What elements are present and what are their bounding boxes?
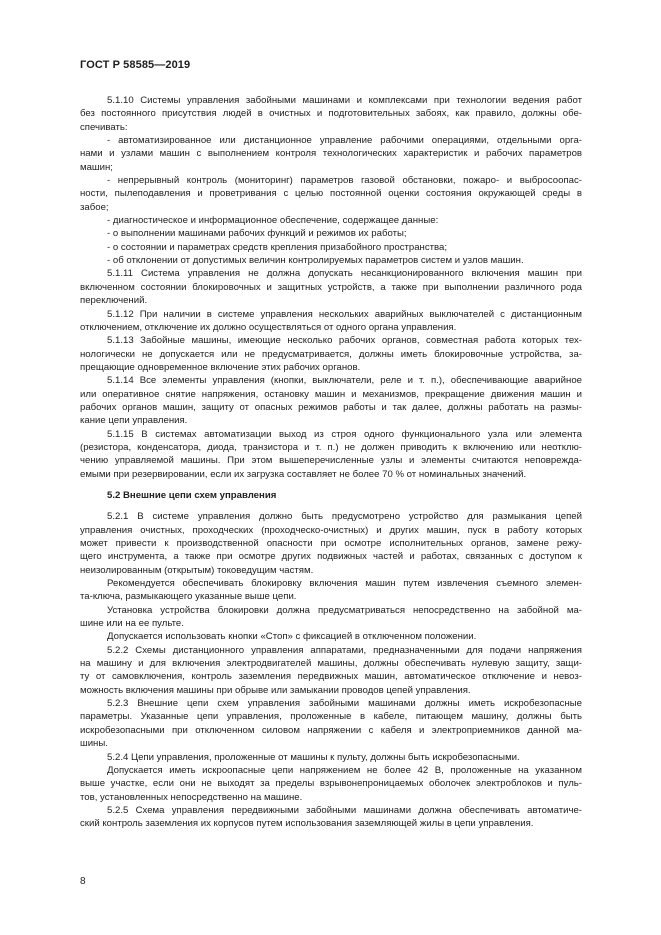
section-heading: 5.2 Внешние цепи схем управления — [107, 489, 277, 501]
text-line: 5.2.2 Схемы дистанционного управления аппаратами, предназначенными для подачи напряжения — [107, 644, 582, 656]
text-line: выше участке, если они не выходят за пределы взрывонепроницаемых оболочек электроблоков и пуль- — [80, 778, 582, 790]
text-line: спечивать: — [80, 121, 128, 133]
text-line: - диагностическое и информационное обеспечение, содержащее данные: — [107, 215, 439, 227]
text-line: рабочих органов машин, защиту от опасных режимов работы и так далее, должны работать на размы- — [80, 401, 582, 413]
text-line: шины. — [80, 738, 108, 750]
text-line: Допускается использовать кнопки «Стоп» с фиксацией в отключенном положении. — [107, 631, 477, 643]
text-line: - непрерывный контроль (мониторинг) параметров газовой обстановки, пожаро- и выбросоопас- — [107, 175, 582, 187]
text-line: ности, пылеподавления и проветривания с целью постоянной оценки состояния окружающей среды в — [80, 188, 582, 200]
text-line: ский контроль заземления их корпусов путем использования заземляющей жилы в цепи управления. — [80, 818, 534, 830]
document-body — [80, 94, 582, 831]
text-line: 5.1.11 Система управления не должна допускать несанкционированного включения машин при — [107, 268, 582, 280]
text-line: можность включения машины при обрыве или замыкании проводов цепей управления. — [80, 684, 471, 696]
text-line: 5.1.15 В системах автоматизации выход из строя одного функционального узла или элемента — [107, 428, 582, 440]
text-line: включенном состоянии блокировочных и защитных устройств, а также при выполнении различного рода — [80, 281, 582, 293]
text-line: кание цепи управления. — [80, 415, 188, 427]
section-gap — [80, 481, 582, 489]
text-line: нологически не допускается или не предусматривается, должны иметь блокировочные устройства, за- — [80, 348, 582, 360]
text-line: 5.1.12 При наличии в системе управления нескольких аварийных выключателей с дистанционным — [107, 308, 582, 320]
text-line: - о состоянии и параметрах средств крепления призабойного пространства; — [107, 241, 448, 253]
text-line: (резистора, конденсатора, диода, транзистора и т. п.) не должен приводить к включению или неотклю- — [80, 441, 582, 453]
section-gap — [80, 502, 582, 510]
text-line: на машину и для включения электродвигателей машины, должны обеспечивать нулевую защиту, защи- — [80, 658, 582, 670]
text-line: отключением, отключение их должно осуществляться от одного органа управления. — [80, 321, 457, 333]
text-line: может привести к производственной опасности при осмотре исполнительных органов, замене режу- — [80, 538, 582, 549]
document-header: ГОСТ Р 58585—2019 — [80, 59, 191, 71]
text-line: или оперативное снятие напряжения, остановку машин и механизмов, прекращение движения машин и — [80, 388, 582, 400]
text-line: переключений. — [80, 295, 148, 307]
text-line: 5.2.4 Цепи управления, проложенные от машины к пульту, должны быть искробезопасными. — [107, 751, 520, 763]
text-line: тов, установленных непосредственно на машине. — [80, 791, 303, 803]
text-line: чению управляемой машины. При этом вышеперечисленные узлы и элементы считаются неповрежда- — [80, 455, 582, 467]
text-line: шине или на ее пульте. — [80, 618, 184, 630]
text-line: щего инструмента, а также при осмотре других подвижных частей и работах, связанных с доступом к — [80, 551, 582, 563]
text-line: 5.2.5 Схема управления передвижными забойными машинами должна обеспечивать автоматиче- — [107, 804, 582, 816]
page-number: 8 — [80, 876, 86, 887]
text-line: нами и узлами машин с выполнением контроля технологических характеристик и рабочих параметров — [80, 148, 582, 160]
text-line: забое; — [80, 201, 109, 213]
text-line: Рекомендуется обеспечивать блокировку включения машин путем извлечения съемного элемен- — [107, 578, 582, 590]
text-line: Допускается иметь искроопасные цепи напряжением не более 42 В, проложенные на указанном — [107, 764, 582, 776]
text-line: - автоматизированное или дистанционное управление рабочими операциями, отдельными орга- — [107, 135, 582, 147]
text-line: 5.2.1 В системе управления должно быть предусмотрено устройство для размыкания цепей — [107, 511, 582, 523]
text-line: 5.1.13 Забойные машины, имеющие несколько рабочих органов, совместная работа которых тех- — [107, 335, 582, 347]
text-line: Установка устройства блокировки должна предусматриваться непосредственно на забойной ма- — [107, 604, 582, 616]
text-line: неизолированным (открытым) токоведущим частям. — [80, 564, 314, 576]
text-line: ту от самовключения, контроль заземления передвижных машин, автоматическое отключение и невоз- — [80, 671, 582, 683]
text-line: 5.2.3 Внешние цепи схем управления забойными машинами должны иметь искробезопасные — [107, 698, 582, 710]
text-line: прещающие одновременное включение этих рабочих органов. — [80, 361, 361, 373]
text-line: 5.1.10 Системы управления забойными машинами и комплексами при технологии ведения работ — [107, 95, 582, 106]
text-line: искробезопасными при отключенном силовом напряжении с кабеля и электроприемников данной ма- — [80, 724, 582, 736]
text-line: - об отклонении от допустимых величин контролируемых параметров систем и узлов машин. — [107, 255, 524, 267]
text-line: 5.1.14 Все элементы управления (кнопки, выключатели, реле и т. п.), обеспечивающие аварийное — [107, 375, 582, 387]
text-line: машин; — [80, 161, 113, 173]
text-line: управления очистных, проходческих (проходческо-очистных) и других машин, пуск в работу которых — [80, 524, 582, 536]
text-line: - о выполнении машинами рабочих функций и режимов их работы; — [107, 228, 407, 240]
text-line: параметры. Указанные цепи управления, проложенные в кабеле, питающем машину, должны быть — [80, 711, 582, 723]
text-line: та-ключа, размыкающего указанные выше цепи. — [80, 591, 297, 603]
text-line: без постоянного присутствия людей в очистных и подготовительных забоях, как правило, должны обе- — [80, 108, 582, 120]
text-line: емыми при резервировании, если их загрузка составляет не более 70 % от номинальных значений. — [80, 468, 527, 480]
